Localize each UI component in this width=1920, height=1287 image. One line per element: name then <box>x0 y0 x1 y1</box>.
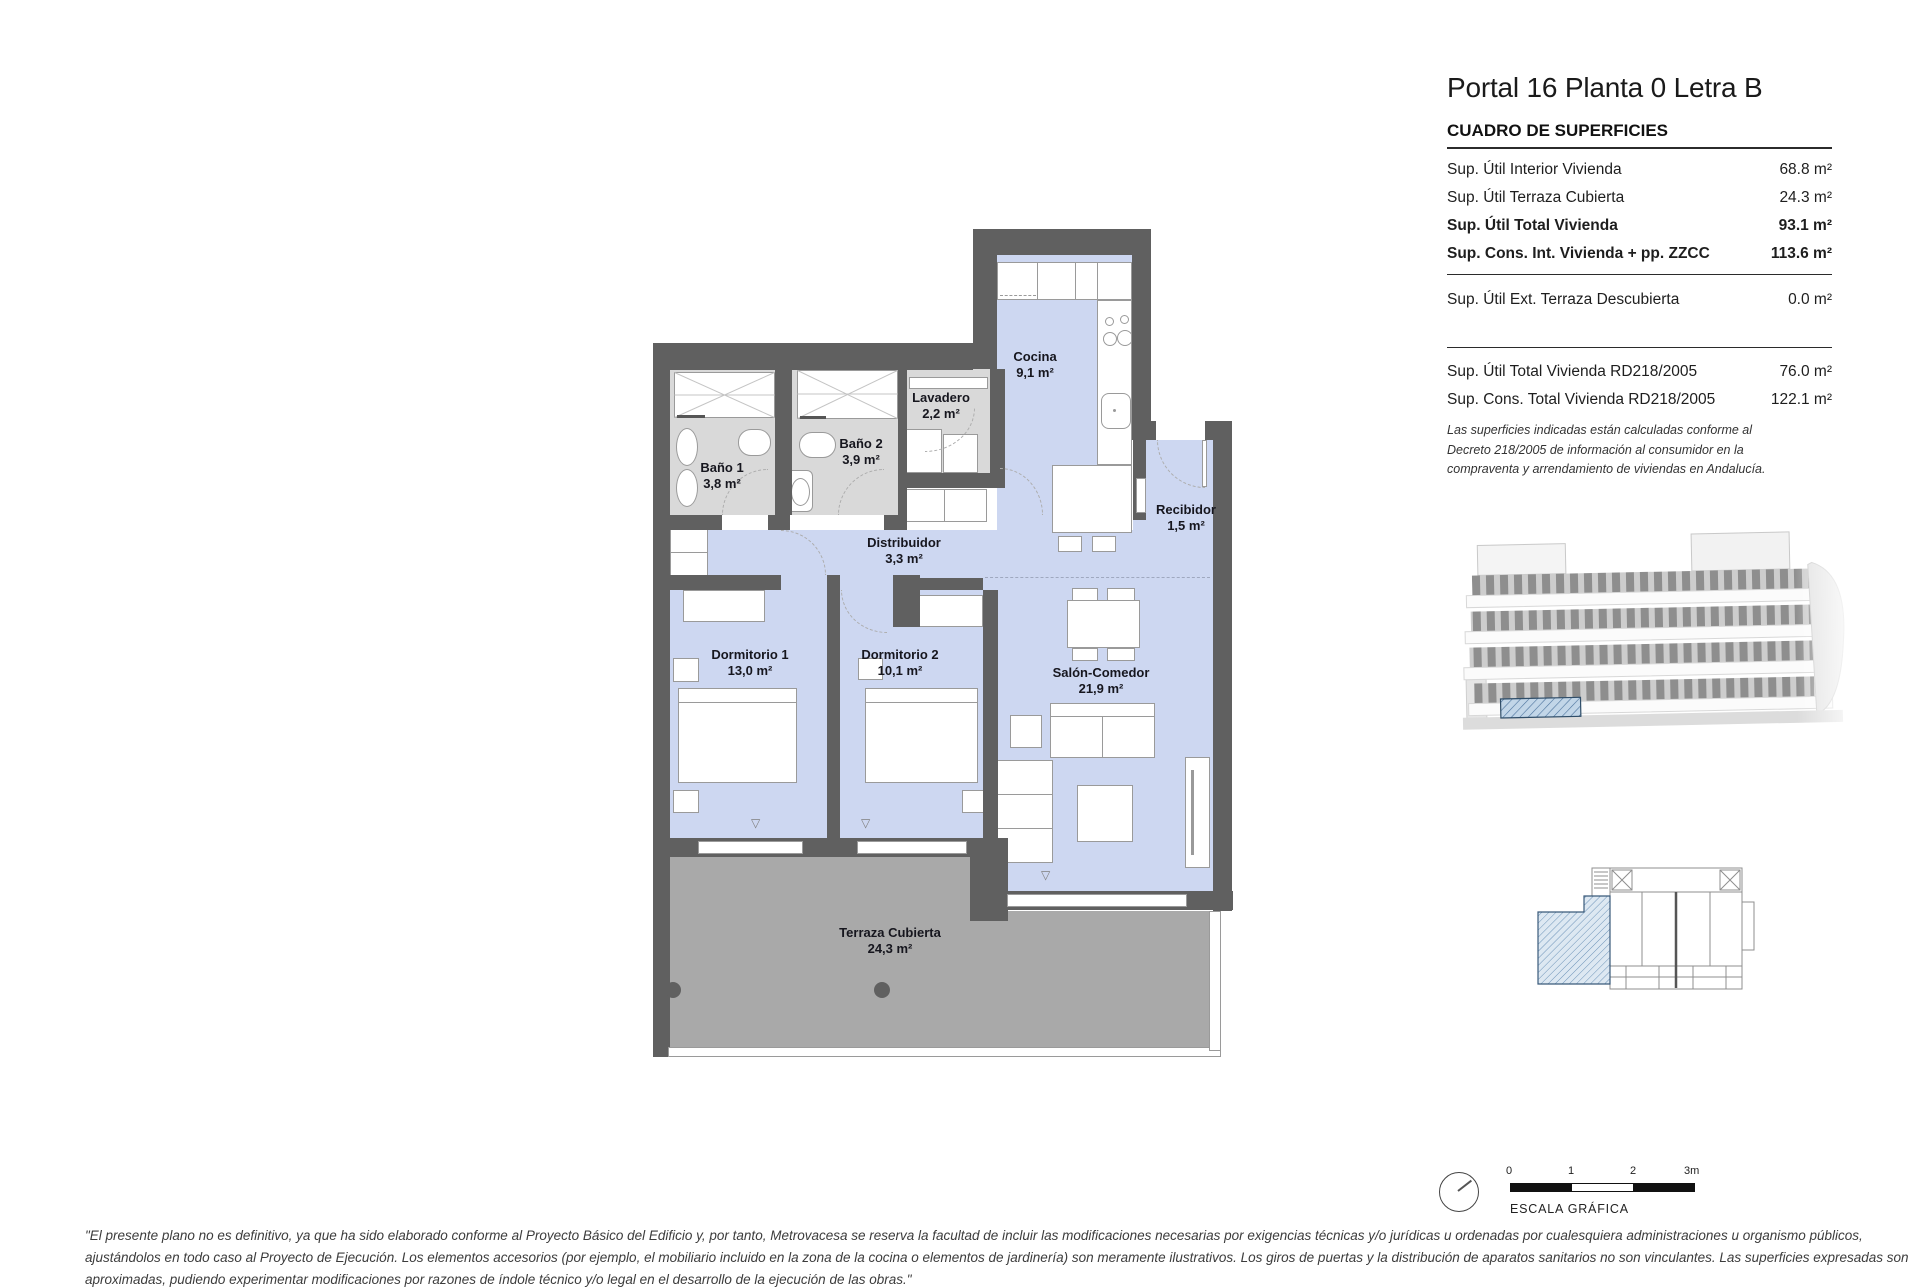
toilet <box>799 432 836 458</box>
stove-burner <box>1103 332 1117 346</box>
surface-label: Sup. Cons. Int. Vivienda + pp. ZZCC <box>1447 245 1710 262</box>
wall-segment <box>827 575 840 857</box>
dining-table <box>1067 600 1140 648</box>
room-label-recibidor <box>1156 502 1216 534</box>
wall-segment <box>1151 421 1156 440</box>
wall-segment <box>990 369 1005 477</box>
scale-bar-segment <box>1511 1184 1572 1191</box>
room-label-terraza <box>839 925 941 957</box>
shower-tray-bano-2 <box>797 370 898 419</box>
terrace-railing-bottom <box>668 1047 1221 1057</box>
wall-segment <box>898 369 907 515</box>
stove-burner <box>1105 317 1114 326</box>
surface-label: Sup. Útil Interior Vivienda <box>1447 161 1622 178</box>
surface-row <box>1447 363 1832 381</box>
north-compass-icon <box>1439 1172 1479 1212</box>
wall-segment <box>670 515 722 530</box>
kitchen-table <box>1052 465 1132 533</box>
surface-row <box>1447 161 1832 179</box>
surface-row <box>1447 217 1832 235</box>
surface-value: 113.6 m² <box>1770 245 1832 262</box>
window-marker-icon: ▽ <box>1041 868 1051 882</box>
coffee-table <box>1077 785 1133 842</box>
room-name: Dormitorio 1 <box>711 647 789 662</box>
shower-drain-line <box>800 416 826 419</box>
sink-drain <box>1113 409 1116 412</box>
wall-segment <box>983 590 998 857</box>
scale-bar-label: ESCALA GRÁFICA <box>1510 1202 1629 1216</box>
window-marker-icon: ▽ <box>751 816 761 830</box>
room-name: Dormitorio 2 <box>861 647 939 662</box>
closet-dormitorio-1 <box>683 590 765 622</box>
room-label-lavadero <box>912 390 970 422</box>
room-label-dormitorio-1 <box>711 647 788 679</box>
zone-divider-line <box>985 577 1210 578</box>
surface-row <box>1447 291 1832 309</box>
wall-segment <box>768 515 790 530</box>
table-separator <box>1447 274 1832 275</box>
kitchen-sink <box>1101 393 1131 429</box>
stove-burner <box>1117 330 1133 346</box>
wall-segment <box>884 515 907 530</box>
sofa-seat-divider <box>1102 717 1103 757</box>
window-salon <box>1007 894 1187 907</box>
scale-tick: 0 <box>1506 1165 1513 1177</box>
scale-bar <box>1510 1183 1695 1192</box>
cabinet-divider <box>1075 262 1076 300</box>
armchair <box>1010 715 1042 748</box>
wall-segment <box>1213 421 1232 911</box>
room-area: 3,9 m² <box>842 452 880 467</box>
kitchen-stool <box>1058 536 1082 552</box>
wall-segment <box>893 575 920 627</box>
disclaimer-line: "El presente plano no es definitivo, ya que ha sido elaborado conforme al Proyecto Básico del Edificio y, por tanto, Metrovacesa se reserva la facultad de incluir las modificaciones necesarias por exigencias técnicas y/o jurídicas u ordenadas por cualesquiera administraciones u organismo públicos, <box>85 1228 1863 1243</box>
dining-chair <box>1107 648 1135 661</box>
room-area: 1,5 m² <box>1167 518 1205 533</box>
scale-tick: 3m <box>1684 1165 1700 1177</box>
wall-segment <box>670 575 781 590</box>
washbasin <box>676 469 698 507</box>
room-name: Terraza Cubierta <box>839 925 941 940</box>
cabinet-divider <box>1037 262 1038 300</box>
scale-tick: 1 <box>1568 1165 1575 1177</box>
wall-segment <box>653 343 670 1057</box>
room-area: 2,2 m² <box>922 406 960 421</box>
surface-label: Sup. Cons. Total Vivienda RD218/2005 <box>1447 391 1716 408</box>
nightstand <box>673 658 699 682</box>
heading-underline <box>1447 147 1832 149</box>
window-dormitorio-1 <box>698 841 803 854</box>
surface-row <box>1447 245 1832 263</box>
surface-row <box>1447 189 1832 207</box>
surface-value: 76.0 m² <box>1779 363 1832 380</box>
room-area: 13,0 m² <box>727 663 773 678</box>
kitchen-counter-right <box>1097 300 1132 465</box>
wall-segment <box>970 838 1008 921</box>
room-area: 3,3 m² <box>885 551 923 566</box>
surface-value: 68.8 m² <box>1779 161 1832 178</box>
room-area: 9,1 m² <box>1016 365 1054 380</box>
surface-row <box>1447 391 1832 409</box>
washbasin <box>676 428 698 466</box>
room-name: Distribuidor <box>867 535 941 550</box>
room-name: Lavadero <box>912 390 970 405</box>
room-name: Cocina <box>1013 349 1057 364</box>
surface-label: Sup. Útil Ext. Terraza Descubierta <box>1447 291 1680 308</box>
shelf-divider <box>995 828 1053 829</box>
room-name: Baño 2 <box>839 436 883 451</box>
wall-segment <box>775 369 792 515</box>
room-label-cocina <box>1013 349 1056 381</box>
cabinet-divider <box>1097 262 1098 300</box>
surface-label: Sup. Útil Terraza Cubierta <box>1447 189 1625 206</box>
room-area: 10,1 m² <box>877 663 923 678</box>
scale-bar-segment <box>1572 1184 1633 1191</box>
wall-segment <box>920 578 983 590</box>
wall-segment <box>1132 229 1151 440</box>
wall-segment <box>973 229 997 369</box>
window-marker-icon: ▽ <box>861 816 871 830</box>
room-name: Salón-Comedor <box>1052 665 1150 680</box>
disclaimer-line: aproximadas, pudiendo experimentar modificaciones por razones de índole técnico y/o legal en el desarrollo de la ejecución de las obras." <box>85 1272 912 1287</box>
room-label-bano-1 <box>700 460 743 492</box>
kitchen-stool <box>1092 536 1116 552</box>
nightstand <box>673 790 699 813</box>
room-area: 21,9 m² <box>1078 681 1124 696</box>
room-area: 24,3 m² <box>867 941 913 956</box>
bed-pillow-line <box>866 702 977 703</box>
compass-needle <box>1457 1180 1472 1192</box>
room-label-salon-comedor <box>1053 665 1150 697</box>
surface-value: 0.0 m² <box>1788 291 1832 308</box>
terrace-column <box>665 982 681 998</box>
window-dormitorio-2 <box>857 841 967 854</box>
shower-tray-bano-1 <box>674 372 775 418</box>
wall-segment <box>973 229 1151 255</box>
floor-terraza-right <box>970 911 1209 1047</box>
closet-divider <box>670 552 708 553</box>
scale-tick: 2 <box>1630 1165 1637 1177</box>
dining-chair <box>1072 648 1098 661</box>
terrace-railing-right <box>1209 911 1221 1051</box>
room-label-distribuidor <box>867 535 941 567</box>
terrace-column <box>874 982 890 998</box>
washbasin-bowl <box>791 478 810 506</box>
toilet <box>738 429 771 456</box>
bed-pillow-line <box>679 702 796 703</box>
shower-drain-line <box>677 415 705 418</box>
surfaces-table-heading: CUADRO DE SUPERFICIES <box>1447 121 1669 140</box>
surface-value: 122.1 m² <box>1770 391 1832 408</box>
disclaimer-line: ajustándolos en todo caso al Proyecto de Ejecución. Los elementos accesorios (por ejemplo, el mobiliario incluido en la zona de la cocina o elementos de jardinería) son meramente ilustrativos. Los giros de puertas y la distribución de aparatos sanitarios no son vinculantes. Las superficies expresadas son <box>85 1250 1909 1265</box>
scale-bar-segment <box>1633 1184 1694 1191</box>
laundry-shelf <box>909 377 988 389</box>
page-title: Portal 16 Planta 0 Letra B <box>1447 72 1763 103</box>
tv-screen <box>1191 770 1194 855</box>
wall-segment <box>653 343 973 370</box>
cabinet-handle-dash <box>1000 295 1036 296</box>
surface-label: Sup. Útil Total Vivienda RD218/2005 <box>1447 363 1698 380</box>
room-name: Recibidor <box>1156 502 1216 517</box>
cupboard-divider <box>944 489 945 522</box>
surface-value: 93.1 m² <box>1778 217 1832 234</box>
building-render-image <box>1443 526 1857 736</box>
stove-burner <box>1120 315 1129 324</box>
key-plan-image <box>1522 854 1758 998</box>
wall-segment <box>898 473 1005 488</box>
table-separator <box>1447 347 1832 348</box>
room-name: Baño 1 <box>700 460 744 475</box>
surfaces-note: Las superficies indicadas están calculadas conforme al Decreto 218/2005 de información al consumidor en la compraventa y arrendamiento de viviendas en Andalucía. <box>1447 423 1766 476</box>
surface-value: 24.3 m² <box>1779 189 1832 206</box>
surface-label: Sup. Útil Total Vivienda <box>1447 217 1618 234</box>
room-label-dormitorio-2 <box>861 647 938 679</box>
wall-niche <box>1136 478 1146 513</box>
shelf-divider <box>995 794 1053 795</box>
room-label-bano-2 <box>839 436 882 468</box>
room-area: 3,8 m² <box>703 476 741 491</box>
tv-unit <box>1185 757 1210 868</box>
